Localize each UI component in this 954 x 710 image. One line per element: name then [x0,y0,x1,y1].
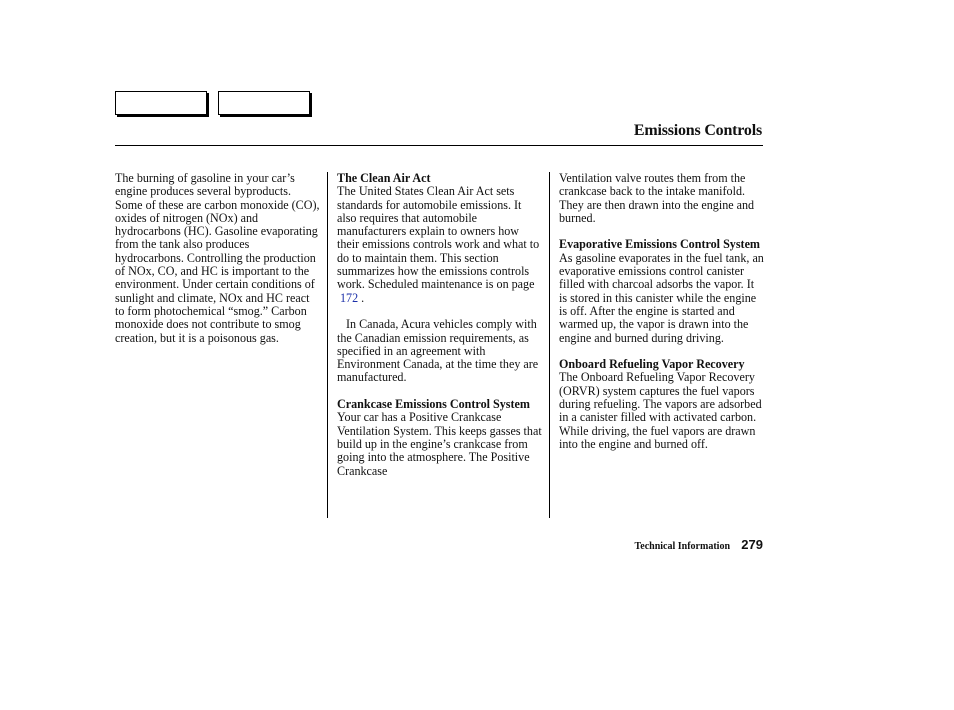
clean-air-heading: The Clean Air Act [337,171,431,185]
canada-paragraph: In Canada, Acura vehicles comply with the Canadian emission requirements, as specified in an agreement with Environment Canada, at the time they are manufactured. [337,317,539,385]
intro-paragraph: The burning of gasoline in your car’s engine produces several byproducts. Some of these are carbon monoxide (CO), oxides of nitrogen (NOx) and hydrocarbons (HC). Gasoline evaporating from the tank also produces hydrocarbons. Controlling the production of NOx, CO, and HC is important to the environment. Under certain conditions of sunlight and climate, NOx and HC react to form photochemical “smog.” Carbon monoxide does not contribute to smog creation, but it is a poisonous gas. [115,171,320,345]
previous-page-button[interactable] [115,91,207,115]
crankcase-continued-paragraph: Ventilation valve routes them from the crankcase back to the intake manifold. They are then drawn into the engine and burned. [559,171,755,225]
clean-air-end: . [361,290,365,305]
page-number: 279 [741,537,763,552]
clean-air-text: The United States Clean Air Act sets standards for automobile emissions. It also requires that automobile manufacturers explain to owners how their emissions controls work and what to do to maintain them. This section summarizes how the emissions controls work. Scheduled maintenance is on page [337,184,540,292]
crankcase-heading: Crankcase Emissions Control System [337,397,530,412]
column-divider [327,172,328,518]
column-evap [559,172,765,451]
orvr-paragraph: The Onboard Refueling Vapor Recovery (ORVR) system captures the fuel vapors during refueling. The vapors are adsorbed in a canister filled with activated carbon. While driving, the fuel vapors are drawn into the engine and burned off. [559,370,762,451]
column-intro [115,172,321,345]
title-divider [115,145,763,146]
page-title: Emissions Controls [633,122,762,139]
next-page-button[interactable] [218,91,310,115]
evap-paragraph: As gasoline evaporates in the fuel tank, an evaporative emissions control canister filled with charcoal adsorbs the vapor. It is stored in this canister while the engine is off. After the engine is started and warmed up, the vapor is drawn into the engine and burned during driving. [559,250,764,345]
section-label: Technical Information [634,541,730,552]
column-divider [549,172,550,518]
clean-air-paragraph [337,185,543,305]
column-clean-air [337,172,543,478]
maintenance-page-link[interactable]: 172 [340,290,359,305]
crankcase-paragraph: Your car has a Positive Crankcase Ventilation System. This keeps gasses that build up in the engine’s crankcase from going into the atmosphere. The Positive Crankcase [337,410,542,478]
evap-heading: Evaporative Emissions Control System [559,237,761,252]
orvr-heading: Onboard Refueling Vapor Recovery [559,357,745,372]
